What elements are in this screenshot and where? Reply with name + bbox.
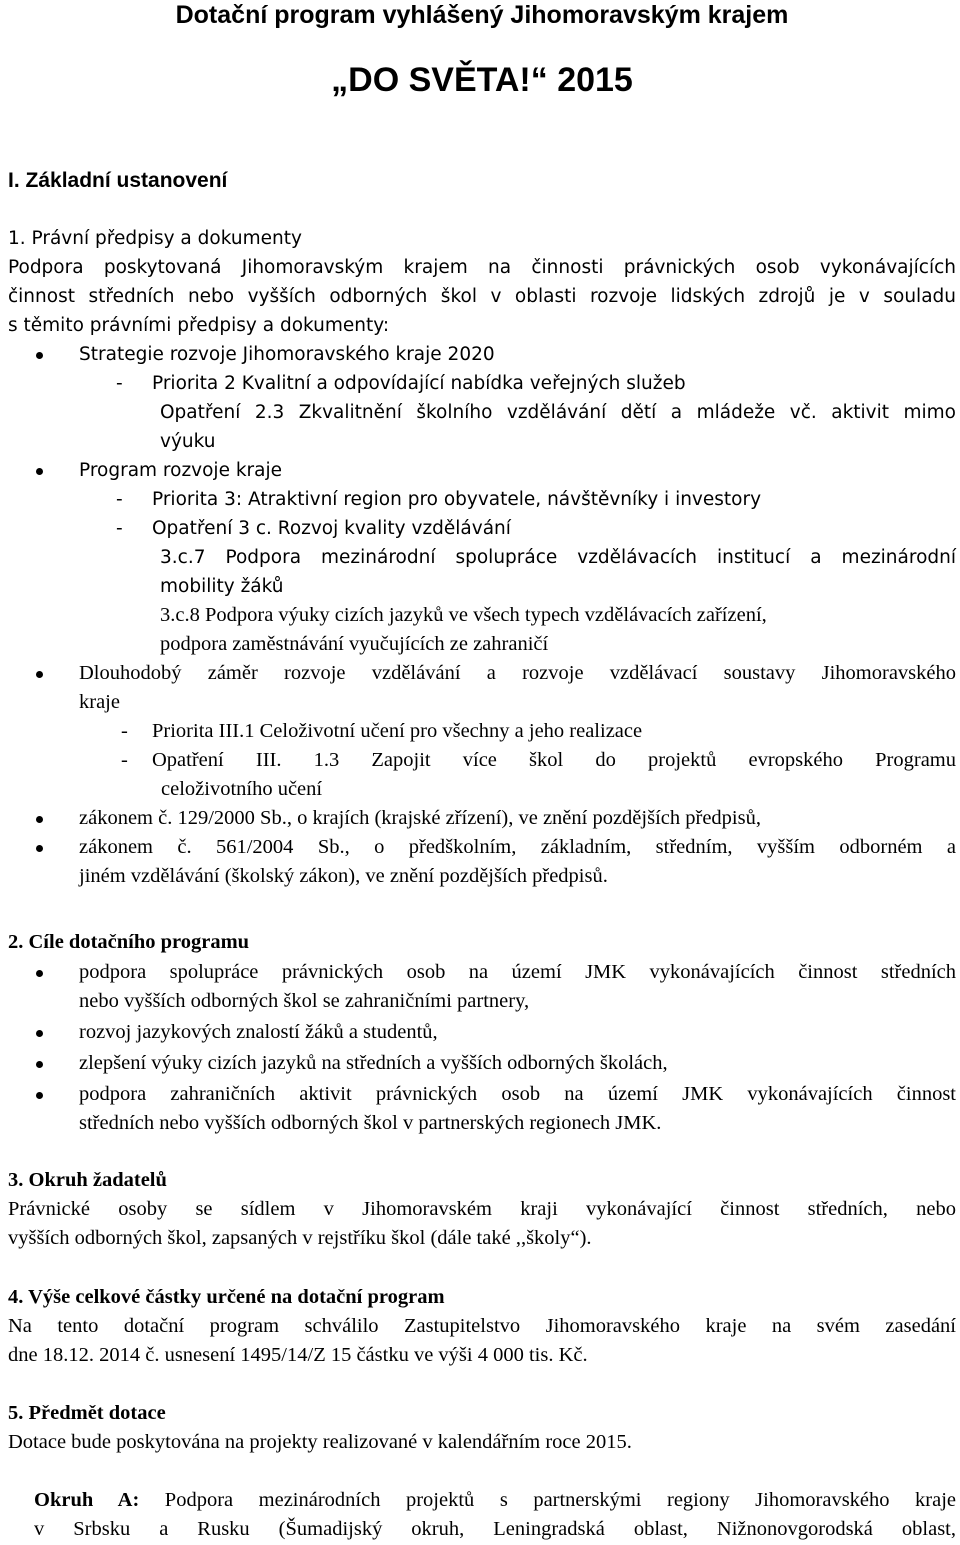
section-3 [8,1166,956,1253]
dash-item-text: Opatření III. 1.3 Zapojit více škol do projektů evropského Programu [152,749,956,771]
goal-item [8,1018,956,1047]
list-item-text: Program rozvoje kraje [79,460,283,481]
list-item-text: zákonem č. 129/2000 Sb., o krajích (krajské zřízení), ve znění pozdějších předpisů, [79,807,761,829]
section-3-text: Právnické osoby se sídlem v Jihomoravském kraji vykonávající činnost středních, nebo [8,1198,956,1220]
measure-text: výuku [160,431,216,452]
goal-text: zlepšení výuky cizích jazyků na středních a vyšších odborných školách, [79,1052,668,1074]
section-1 [8,224,956,891]
list-item-law-561 [8,833,956,862]
goal-text: nebo vyšších odborných škol se zahraničními partnery, [79,990,530,1012]
goal-item [8,958,956,987]
section-1-heading: 1. Právní předpisy a dokumenty [8,228,302,249]
dash-item: - Priorita 3: Atraktivní region pro obyvatele, návštěvníky i investory [116,489,762,510]
measure-text: podpora zaměstnávání vyučujících ze zahraničí [160,633,549,655]
section-5-text: Dotace bude poskytována na projekty realizované v kalendářním roce 2015. [8,1431,632,1453]
goal-text: podpora zahraničních aktivit právnických osob na území JMK vykonávajících činnost [79,1083,956,1105]
dash-item: - Priorita III.1 Celoživotní učení pro všechny a jeho realizace [121,720,643,742]
list-item-text: Strategie rozvoje Jihomoravského kraje 2020 [79,344,495,365]
section-4 [8,1283,956,1370]
list-item-law-129 [8,804,956,833]
measure-text: Opatření 2.3 Zkvalitnění školního vzdělávání dětí a mládeže vč. aktivit mimo [160,402,956,423]
section-3-text: vyšších odborných škol, zapsaných v rejstříku škol (dále také ,,školy“). [8,1227,592,1249]
dash-item: - Priorita 2 Kvalitní a odpovídající nabídka veřejných služeb [116,373,686,394]
program-name: „DO SVĚTA!“ 2015 [331,61,633,99]
list-item-long-term-plan [8,659,956,688]
section-heading-basic-provisions: I. Základní ustanovení [8,169,228,192]
measure-text: 3.c.7 Podpora mezinárodní spolupráce vzdělávacích institucí a mezinárodní [160,547,956,568]
dash-item-text: celoživotního učení [161,778,323,800]
goal-text: rozvoj jazykových znalostí žáků a studentů, [79,1021,438,1043]
dash-item-text: Opatření 3 c. Rozvoj kvality vzdělávání [152,518,511,539]
section-1-intro-line: s těmito právními předpisy a dokumenty: [8,315,390,336]
list-item-text: zákonem č. 561/2004 Sb., o předškolním, základním, středním, vyšším odborném a [79,836,956,858]
list-item-text: Dlouhodobý záměr rozvoje vzdělávání a rozvoje vzdělávací soustavy Jihomoravského [79,662,956,684]
dash-item-text: Priorita 2 Kvalitní a odpovídající nabídka veřejných služeb [152,373,686,394]
dash-item-text: Priorita III.1 Celoživotní učení pro všechny a jeho realizace [152,720,643,742]
goal-text: středních nebo vyšších odborných škol v partnerských regionech JMK. [79,1112,662,1134]
goal-item [8,1049,956,1078]
okruh-a-label: Okruh A: [34,1489,140,1511]
section-3-heading: 3. Okruh žadatelů [8,1169,167,1191]
section-4-text: Na tento dotační program schválilo Zastupitelstvo Jihomoravského kraje na svém zasedání [8,1315,956,1337]
measure-text: 3.c.8 Podpora výuky cizích jazyků ve všech typech vzdělávacích zařízení, [160,604,767,626]
list-item-program [8,456,956,485]
list-item-strategy [8,340,956,369]
section-5 [8,1399,956,1544]
section-4-heading: 4. Výše celkové částky určené na dotační program [8,1286,445,1308]
list-item-text: jiném vzdělávání (školský zákon), ve znění pozdějších předpisů. [79,865,608,887]
measure-text: mobility žáků [160,576,284,597]
section-4-text: dne 18.12. 2014 č. usnesení 1495/14/Z 15 částku ve výši 4 000 tis. Kč. [8,1344,588,1366]
section-5-heading: 5. Předmět dotace [8,1402,166,1424]
goal-text: podpora spolupráce právnických osob na území JMK vykonávajících činnost středních [79,961,956,983]
okruh-a-text: Podpora mezinárodních projektů s partnerskými regiony Jihomoravského kraje [139,1489,957,1511]
section-1-intro-line: Podpora poskytovaná Jihomoravským krajem na činnosti právnických osob vykonávajících [8,257,956,278]
okruh-a-line: v Srbsku a Rusku (Šumadijský okruh, Leningradská oblast, Nižnonovgorodská oblast, [34,1518,956,1540]
list-item-text: kraje [79,691,120,713]
dash-item: - Opatření 3 c. Rozvoj kvality vzdělávání [116,518,511,539]
dash-item: - Opatření III. 1.3 Zapojit více škol do projektů evropského Programu [121,749,956,771]
document-title: Dotační program vyhlášený Jihomoravským krajem [175,1,789,29]
section-1-intro-line: činnost středních nebo vyšších odborných škol v oblasti rozvoje lidských zdrojů je v souladu [8,286,956,307]
dash-item-text: Priorita 3: Atraktivní region pro obyvatele, návštěvníky i investory [152,489,762,510]
section-2 [8,928,956,1138]
section-2-heading: 2. Cíle dotačního programu [8,931,250,953]
okruh-a-line [8,1486,956,1515]
goal-item [8,1080,956,1109]
